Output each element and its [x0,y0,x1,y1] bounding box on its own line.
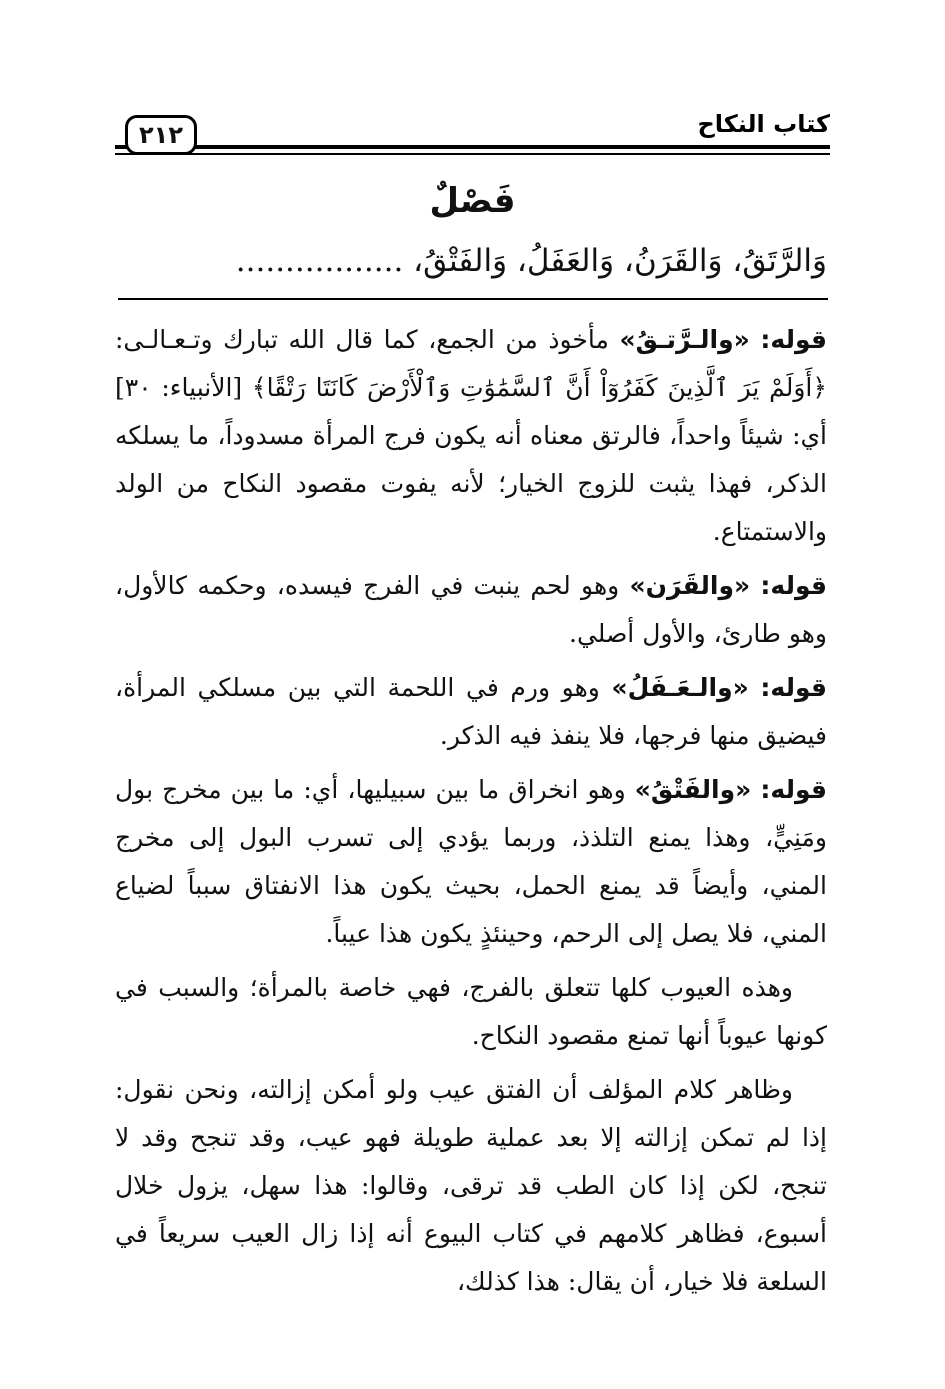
header-rule-thin [115,153,830,155]
commentary-body [115,316,827,1312]
paragraph-afal [115,664,827,760]
paragraph-text: وهو انخراق ما بين سبيليها، أي: ما بين مخرج بول ومَنِيٍّ، وهذا يمنع التلذذ، وربما يؤدي إلى تسرب البول إلى مخرج المني، وأيضاً قد يمنع الحمل، بحيث يكون هذا الانفتاق سبباً لضياع المني، فلا يصل إلى الرحم، وحينئذٍ يكون هذا عيباً. [115,775,827,948]
paragraph-term: «والـرَّتـقُ» [619,325,750,354]
paragraph-text: وهو ورم في اللحمة التي بين مسلكي المرأة، فيضيق منها فرجها، فلا ينفذ فيه الذكر. [115,673,827,750]
section-heading: فَصْلٌ [429,181,516,221]
paragraph-text: مأخوذ من الجمع، كما قال الله تبارك وتـعـالـى: ﴿أَوَلَمْ يَرَ ٱلَّذِينَ كَفَرُوٓاْ أَنَّ ٱلسَّمَٰوَٰتِ وَٱلْأَرْضَ كَانَتَا رَتْقًا﴾ [الأنبياء: ٣٠] أي: شيئاً واحداً، فالرتق معناه أنه يكون فرج المرأة مسدوداً، ما يسلكه الذكر، فهذا يثبت للزوج الخيار؛ لأنه يفوت مقصود النكاح من الولد والاستمتاع. [115,325,827,546]
paragraph-text: وظاهر كلام المؤلف أن الفتق عيب ولو أمكن إزالته، ونحن نقول: إذا لم تمكن إزالته إلا بعد عملية طويلة فهو عيب، وقد تنجح وقد لا تنجح، لكن إذا كان الطب قد ترقى، وقالوا: هذا سهل، يزول خلال أسبوع، فظاهر كلامهم في كتاب البيوع أنه إذا زال العيب سريعاً في السلعة فلا خيار، أن يقال: هذا كذلك، [115,1075,827,1296]
paragraph-label: قوله: [760,673,827,702]
paragraph-fatq [115,766,827,958]
page-number-badge: ٢١٢ [125,115,197,155]
matn-divider [118,298,828,300]
paragraph-label: قوله: [760,571,827,600]
paragraph-term: «والفَتْقُ» [634,775,752,804]
paragraph-text: وهذه العيوب كلها تتعلق بالفرج، فهي خاصة بالمرأة؛ والسبب في كونها عيوباً أنها تمنع مقصود النكاح. [115,973,827,1050]
paragraph-summary [115,964,827,1060]
paragraph-term: «والـعَـفَلُ» [611,673,749,702]
paragraph-label: قوله: [760,775,827,804]
paragraph-text: وهو لحم ينبت في الفرج فيسده، وحكمه كالأول، وهو طارئ، والأول أصلي. [115,571,827,648]
paragraph-label: قوله: [760,325,827,354]
page-header [115,105,830,165]
header-rule-thick [115,145,830,149]
paragraph-ratq [115,316,827,556]
paragraph-qaran [115,562,827,658]
matn-text: وَالرَّتَقُ، وَالقَرَنُ، وَالعَفَلُ، وَالفَتْقُ، ................. [235,243,827,279]
paragraph-term: «والقَرَن» [629,571,751,600]
running-head-title: كتاب النكاح [697,110,830,138]
paragraph-discussion [115,1066,827,1306]
